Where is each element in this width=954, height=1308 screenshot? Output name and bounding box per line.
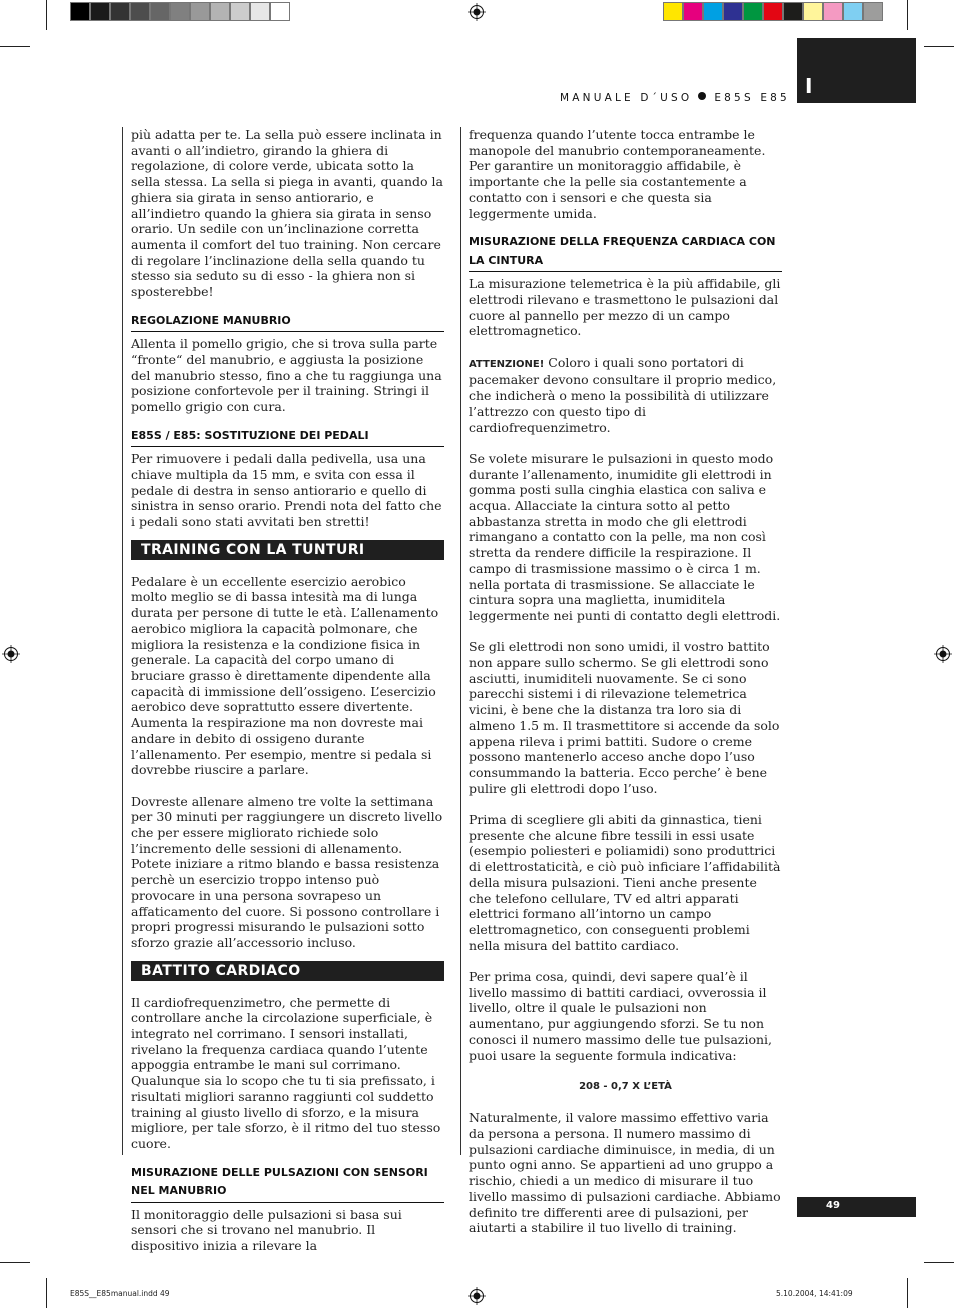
color-swatch (783, 2, 803, 21)
color-swatch (70, 2, 90, 21)
paragraph: Dovreste allenare almeno tre volte la settimana per 30 minuti per raggiungere un discreto livello che per essere migliorato richiede solo l’incremento delle sessioni di allenamento. Potete iniziare a ritmo blando e bassa resistenza perchè un esercizio troppo intenso può provocare in una persona sovrapeso un affaticamento del cuore. Si possono controllare i propri progressi misurando le pulsazioni sotto sforzo grazie all’accessorio incluso. (131, 793, 443, 950)
gray-color-bar (70, 2, 290, 21)
registration-mark-icon (468, 1287, 486, 1305)
print-timestamp: 5.10.2004, 14:41:09 (776, 1289, 853, 1298)
running-header (560, 92, 790, 104)
chapter-heading: BATTITO CARDIACO (131, 961, 444, 981)
paragraph: Per prima cosa, quindi, devi sapere qual’è il livello massimo di battiti cardiaci, ovverossia il livello, oltre il quale le pulsazioni non aumentano, pur aggiungendo sforzi. Se tu non conosci il numero massimo delle tue pulsazioni, puoi usare la seguente formula indicativa: (469, 969, 773, 1063)
page-number-tab (797, 1197, 916, 1217)
color-swatch (663, 2, 683, 21)
right-column (469, 127, 782, 1236)
section-heading: REGOLAZIONE MANUBRIO (131, 300, 444, 333)
color-swatch (170, 2, 190, 21)
color-swatch (250, 2, 270, 21)
color-swatch (230, 2, 250, 21)
section-heading: MISURAZIONE DELLE PULSAZIONI CON SENSORI NEL MANUBRIO (131, 1152, 444, 1203)
heart-rate-formula: 208 - 0,7 X L’ETÀ (579, 1080, 672, 1092)
paragraph: Se gli elettrodi non sono umidi, il vostro battito non appare sullo schermo. Se gli elettrodi sono asciutti, inumiditeli nuovamente. Se ci sono parecchi sistemi i di rilevazione telemetrica vicini, è bene che la distanza tra loro sia di almeno 1.5 m. Il trasmettitore si accende da solo appena rileva i primi battiti. Sudore o creme possono mantenerlo acceso anche dopo l’uso consummando la batteria. Ecco perche’ è bene pulire gli elettrodi dopo l’uso. (469, 639, 780, 796)
crop-mark (924, 1262, 954, 1263)
color-swatch (763, 2, 783, 21)
crop-mark (907, 1278, 908, 1308)
process-color-bar (663, 2, 883, 21)
warning-label: ATTENZIONE! (469, 358, 545, 370)
section-heading: MISURAZIONE DELLA FREQUENZA CARDIACA CON LA CINTURA (469, 221, 782, 272)
color-swatch (270, 2, 290, 21)
chapter-heading: TRAINING CON LA TUNTURI (131, 540, 444, 560)
color-swatch (150, 2, 170, 21)
registration-mark-icon (468, 3, 486, 21)
color-swatch (843, 2, 863, 21)
crop-mark (907, 0, 908, 30)
crop-mark (46, 0, 47, 30)
color-swatch (703, 2, 723, 21)
paragraph: Se volete misurare le pulsazioni in questo modo durante l’allenamento, inumidite gli elettrodi in gomma posti sulla cinghia elastica con saliva e acqua. Allacciate la cintura sotto al petto abbastanza stretta in modo che gli elettrodi rimangano a contatto con la pelle, ma non così stretta da rendere difficile la respirazione. Il campo di trasmissione massimo o è circa 1 m. nella portata di trasmissione. Se allacciate le cintura sopra una maglietta, inumiditela leggermente nei punti di contatto degli elettrodi. (469, 450, 781, 623)
color-swatch (130, 2, 150, 21)
page-number: 49 (826, 1200, 840, 1211)
warning-paragraph (469, 355, 782, 436)
color-swatch (723, 2, 743, 21)
paragraph: Naturalmente, il valore massimo effettivo varia da persona a persona. Il numero massimo di pulsazioni cardiache diminuisce, in media, di un punto ogni anno. Se appartieni ad uno gruppo a rischio, chiedi a un medico di misurare il tuo livello massimo di pulsazioni cardiache. Abbiamo definito tre differenti aree di pulsazioni, per aiutarti a stabilire il tuo livello di training. (469, 1110, 781, 1236)
paragraph: Allenta il pomello grigio, che si trova sulla parte “fronte“ del manubrio, e aggiusta la posizione del manubrio stesso, fino a che tu raggiunga una posizione confortevole per il training. Stringi il pomello grigio con cura. (131, 336, 442, 415)
column-rule (460, 127, 461, 1155)
paragraph: frequenza quando l’utente tocca entrambe le manopole del manubrio contemporaneamente. Per garantire un monitoraggio affidabile, è importante che la pelle sia costantemente a contatto con i sensori e che questa sia leggermente umida. (469, 127, 766, 221)
crop-mark (0, 46, 30, 47)
file-slug: E85S__E85manual.indd 49 (70, 1289, 170, 1298)
color-swatch (683, 2, 703, 21)
color-swatch (210, 2, 230, 21)
paragraph: La misurazione telemetrica è la più affidabile, gli elettrodi rilevano e trasmettono le pulsazioni dal cuore al pannello per mezzo di un campo elettromagnetico. (469, 276, 781, 339)
color-swatch (823, 2, 843, 21)
bullet-icon (698, 92, 706, 100)
crop-mark (46, 1278, 47, 1308)
warning-text: Coloro i quali sono portatori di pacemaker devono consultare il proprio medico, che indicherà o meno la possibilità di utilizzare l’attrezzo con questo tipo di cardiofrequenzimetro. (469, 354, 777, 435)
left-column (131, 127, 444, 1254)
paragraph: più adatta per te. La sella può essere inclinata in avanti o all’indietro, girando la ghiera di regolazione, di colore verde, ubicata sotto la sella stessa. La sella si piega in avanti, quando la ghiera sia girata in senso antiorario, e all’indietro quando la ghiera sia girata in senso orario. Un sedile con un’inclinazione corretta aumenta il comfort del tuo training. Non cercare di regolare l’inclinazione della sella quando tu stesso sia seduto su di esso - la ghiera non si sposterebbe! (131, 127, 443, 300)
language-code: I (805, 74, 813, 98)
section-heading: E85S / E85: SOSTITUZIONE DEI PEDALI (131, 415, 444, 448)
color-swatch (90, 2, 110, 21)
color-swatch (110, 2, 130, 21)
paragraph: Prima di scegliere gli abiti da ginnastica, tieni presente che alcune fibre tessili in essi usate (esempio poliesteri e poliamidi) sono produttrici di elettrostaticità, e ciò può inficiare l’affidabilità della misura pulsazioni. Tieni anche presente che telefono cellulare, TV ed altri apparati elettrici formano all’intorno un campo elettromagnetico, con conseguenti problemi nella misura del battito cardiaco. (469, 812, 781, 953)
language-tab (797, 38, 916, 103)
paragraph: Per rimuovere i pedali dalla pedivella, usa una chiave multipla da 15 mm, e svita con essa il pedale di destra in senso antiorario e quello di sinistra in senso orario. Prendi nota del fatto che i pedali sono stati avvitati ben stretti! (131, 451, 442, 530)
registration-mark-icon (934, 645, 952, 663)
paragraph: Il monitoraggio delle pulsazioni si basa sui sensori che si trovano nel manubrio. Il dispositivo inizia a rilevare la (131, 1206, 402, 1254)
registration-mark-icon (2, 645, 20, 663)
color-swatch (743, 2, 763, 21)
crop-mark (0, 1262, 30, 1263)
model-name: E85S E85 (714, 92, 790, 104)
crop-mark (924, 46, 954, 47)
column-rule (122, 127, 123, 1155)
paragraph: Il cardiofrequenzimetro, che permette di controllare anche la circolazione superficiale, è integrato nel corrimano. I sensori installati, rivelano la frequenza cardiaca quando l’utente appoggia entrambe le mani sul corrimano. Qualunque sia lo scopo che tu ti sia prefissato, i risultati migliori saranno raggiunti col suddetto training al giusto livello di sforzo, e la misura migliore, per tale sforzo, è il ritmo del tuo stesso cuore. (131, 994, 441, 1151)
paragraph: Pedalare è un eccellente esercizio aerobico molto meglio se di bassa intesità ma di lunga durata per persone di tutte le età. L’allenamento aerobico migliora la capacità polmonare, che migliora la resistenza e la condizione fisica in generale. La capacità del corpo umano di bruciare grasso è direttamente dipendente alla capacità di immissione dell’ossigeno. L’esercizio aerobico deve soprattutto essere divertente. Aumenta la respirazione ma non dovreste mai andare in debito di ossigeno durante l’allenamento. Per esempio, mentre si pedala si dovrebbe riuscire a parlare. (131, 573, 439, 778)
color-swatch (863, 2, 883, 21)
color-swatch (190, 2, 210, 21)
manual-title: MANUALE D´USO (560, 92, 693, 104)
color-swatch (803, 2, 823, 21)
